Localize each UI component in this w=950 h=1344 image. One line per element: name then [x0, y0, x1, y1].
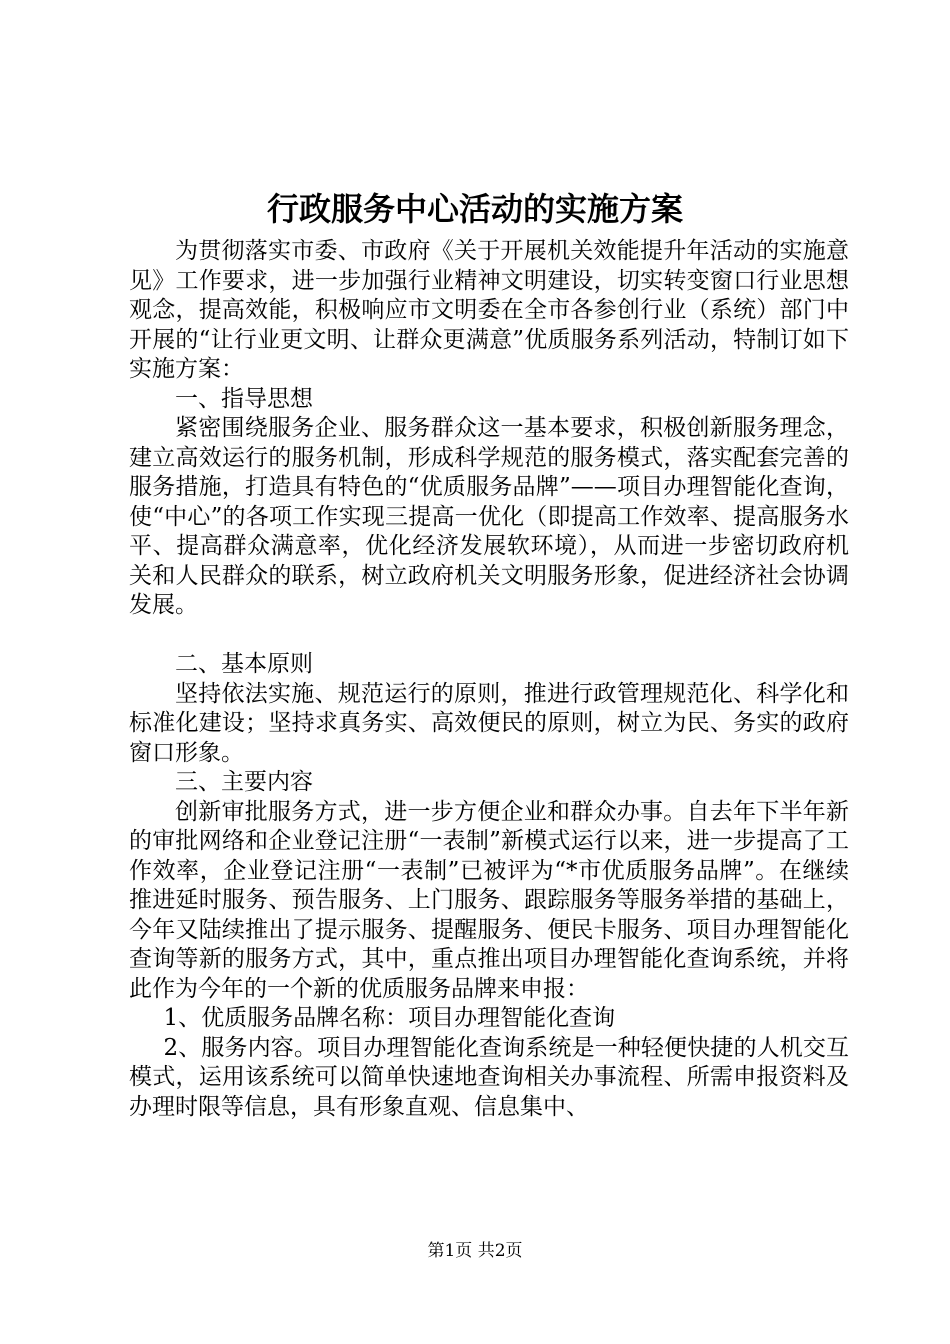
section-heading-guiding-ideology: 一、指导思想: [175, 385, 313, 412]
section-heading-basic-principles: 二、基本原则: [175, 651, 313, 677]
document-body: [129, 237, 849, 1122]
paragraph-basic-principles: 坚持依法实施、规范运行的原则，推进行政管理规范化、科学化和标准化建设；坚持求真务实、高效便民的原则，树立为民、务实的政府窗口形象。: [129, 680, 849, 766]
paragraph-guiding-ideology: 紧密围绕服务企业、服务群众这一基本要求，积极创新服务理念，建立高效运行的服务机制，形成科学规范的服务模式，落实配套完善的服务措施，打造具有特色的“优质服务品牌”——项目办理智能化查询，使“中心”的各项工作实现三提高一优化（即提高工作效率、提高服务水平、提高群众满意率，优化经济发展软环境），从而进一步密切政府机关和人民群众的联系，树立政府机关文明服务形象，促进经济社会协调发展。: [129, 415, 849, 618]
section-heading-main-content: 三、主要内容: [175, 769, 313, 795]
paragraph-intro: 为贯彻落实市委、市政府《关于开展机关效能提升年活动的实施意见》工作要求，进一步加强行业精神文明建设，切实转变窗口行业思想观念，提高效能，积极响应市文明委在全市各参创行业（系统）部门中开展的“让行业更文明、让群众更满意”优质服务系列活动，特制订如下实施方案：: [129, 238, 849, 382]
page-footer: 第1页 共2页: [427, 1241, 523, 1261]
list-item-brand-name: 1、优质服务品牌名称：项目办理智能化查询: [163, 1005, 616, 1031]
page-title: 行政服务中心活动的实施方案: [266, 190, 683, 228]
paragraph-main-content: 创新审批服务方式，进一步方便企业和群众办事。自去年下半年新的审批网络和企业登记注册“一表制”新模式运行以来，进一步提高了工作效率，企业登记注册“一表制”已被评为“*市优质服务品牌”。在继续推进延时服务、预告服务、上门服务、跟踪服务等服务举措的基础上，今年又陆续推出了提示服务、提醒服务、便民卡服务、项目办理智能化查询等新的服务方式，其中，重点推出项目办理智能化查询系统，并将此作为今年的一个新的优质服务品牌来申报：: [129, 798, 849, 1002]
list-item-service-content: 2、服务内容。项目办理智能化查询系统是一种轻便快捷的人机交互模式，运用该系统可以简单快速地查询相关办事流程、所需申报资料及办理时限等信息，具有形象直观、信息集中、: [129, 1034, 849, 1120]
paragraph-spacer: [129, 621, 849, 651]
